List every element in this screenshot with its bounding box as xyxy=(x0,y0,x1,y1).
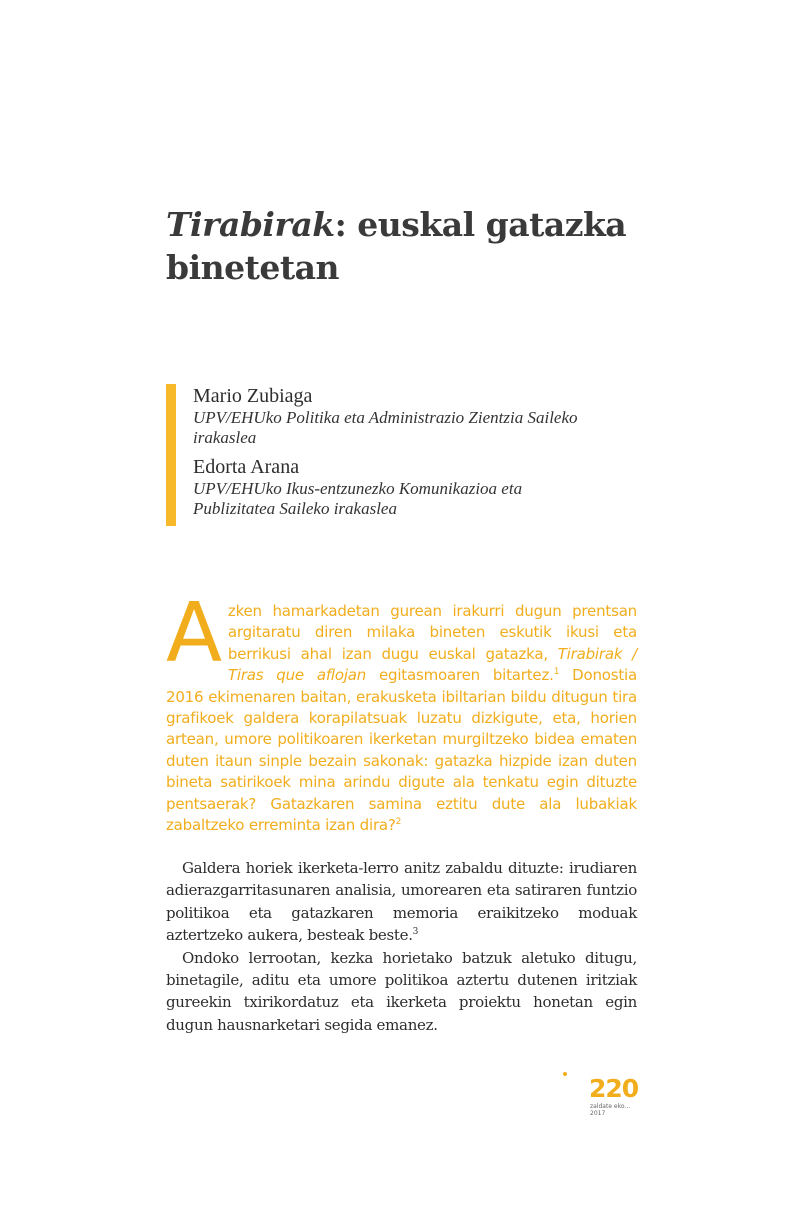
title-italic: Tirabirak xyxy=(166,205,335,244)
author-1 xyxy=(193,384,646,448)
project-title: Tirabirak / Tiras que aflojan xyxy=(227,644,638,685)
page-number: 220 xyxy=(589,1074,639,1103)
footnote-ref: 2 xyxy=(395,817,402,828)
title-rest: : euskal gatazka xyxy=(334,205,627,244)
page-folio xyxy=(563,1072,643,1122)
paragraph: Galdera horiek ikerketa-lerro anitz zabaldu dituzte: irudiaren adierazgarritasunaren analisia, umorearen eta satiraren funtzio politikoa eta gatazkaren memoria eraikitzeko moduak aztertzeko aukera, besteak beste.$^3$ xyxy=(166,859,637,945)
footnote-ref: 3 xyxy=(412,927,419,938)
author-name: Edorta Arana xyxy=(193,456,300,478)
drop-cap: A xyxy=(166,586,222,681)
author-name: Mario Zubiaga xyxy=(193,385,313,407)
folio-dot xyxy=(563,1072,567,1076)
authors-block xyxy=(166,384,646,526)
author-2 xyxy=(193,455,646,519)
intro-paragraph: Azken hamarkadetan gurean irakurri dugun prentsan argitaratu diren milaka bineten eskutik ikusi eta berrikusi ahal izan dugu euskal gatazka, Tirabirak / Tiras que aflojan egitasmoaren bitartez.$^1$ Donostia 2016 ekimenaren baitan, erakusketa ibiltarian bildu ditugun tira grafikoek galdera korapilatsuak luzatu dizkigute, eta, horien artean, umore politikoaren ikerketan murgiltzeko bidea ematen duten itaun sinple bezain sakonak: gatazka hizpide izan duten bineta satirikoek mina arindu digute ala tenkatu egin dituzte pentsaerak? Gatazkaren samina eztitu dute ala lubakiak zabaltzeko erreminta izan dira?$^2$ xyxy=(166,586,638,835)
author-affiliation: UPV/EHUko Politika eta Administrazio Zientzia Saileko irakaslea xyxy=(193,408,578,447)
paragraph: Ondoko lerrootan, kezka horietako batzuk aletuko ditugu, binetagile, aditu eta umore politikoa aztertu dutenen iritziak gureekin txirikordatuz eta ikerketa proiektu honetan egin dugun hausnarketari segida emanez. xyxy=(166,948,637,1034)
footnote-ref: 1 xyxy=(553,667,560,678)
title-line2: binetetan xyxy=(166,248,339,287)
body-text xyxy=(166,857,637,1036)
author-affiliation: UPV/EHUko Ikus-entzunezko Komunikazioa eta Publizitatea Saileko irakaslea xyxy=(193,479,523,518)
article-title xyxy=(166,203,666,289)
folio-caption: zaldate eko... 2017 xyxy=(590,1103,631,1117)
